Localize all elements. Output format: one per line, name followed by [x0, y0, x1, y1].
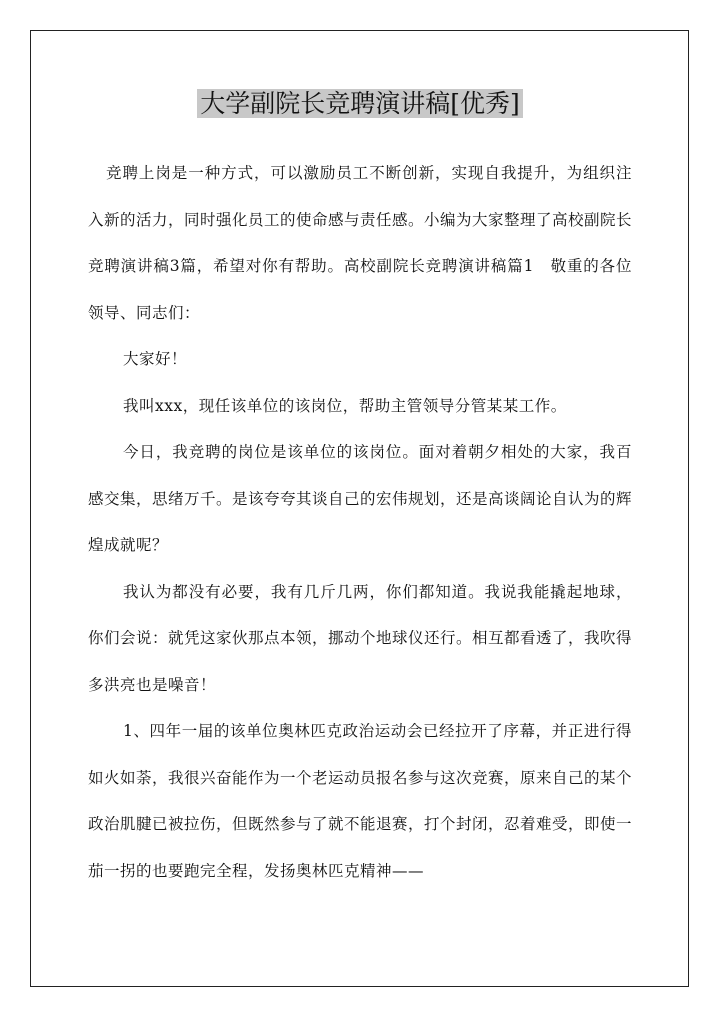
document-title-text: 大学副院长竞聘演讲稿[优秀]	[197, 89, 523, 118]
paragraph-position: 今日，我竞聘的岗位是该单位的该岗位。面对着朝夕相处的大家，我百感交集，思绪万千。是该夸夸其谈自己的宏伟规划，还是高谈阔论自认为的辉煌成就呢？	[88, 443, 633, 554]
document-title	[0, 86, 720, 122]
paragraph-self-intro: 我叫xxx，现任该单位的该岗位，帮助主管领导分管某某工作。	[123, 396, 567, 415]
paragraph-greeting: 大家好！	[123, 350, 188, 368]
paragraph-intro: 竞聘上岗是一种方式，可以激励员工不断创新，实现自我提升，为组织注入新的活力，同时强化员工的使命感与责任感。小编为大家整理了高校副院长竞聘演讲稿3篇，希望对你有帮助。高校副院长竞聘演讲稿篇1 敬重的各位领导、同志们：	[88, 164, 633, 322]
paragraph-point-one: 1、四年一届的该单位奥林匹克政治运动会已经拉开了序幕，并正进行得如火如荼，我很兴奋能作为一个老运动员报名参与这次竞赛，原来自己的某个政治肌腱已被拉伤，但既然参与了就不能退赛，打个封闭，忍着难受，即使一茄一拐的也要跑完全程，发扬奥林匹克精神——	[88, 722, 633, 880]
paragraph-opinion: 我认为都没有必要，我有几斤几两，你们都知道。我说我能撬起地球，你们会说：就凭这家伙那点本领，挪动个地球仪还行。相互都看透了，我吹得多洪亮也是噪音！	[88, 582, 633, 694]
document-body	[88, 150, 632, 894]
